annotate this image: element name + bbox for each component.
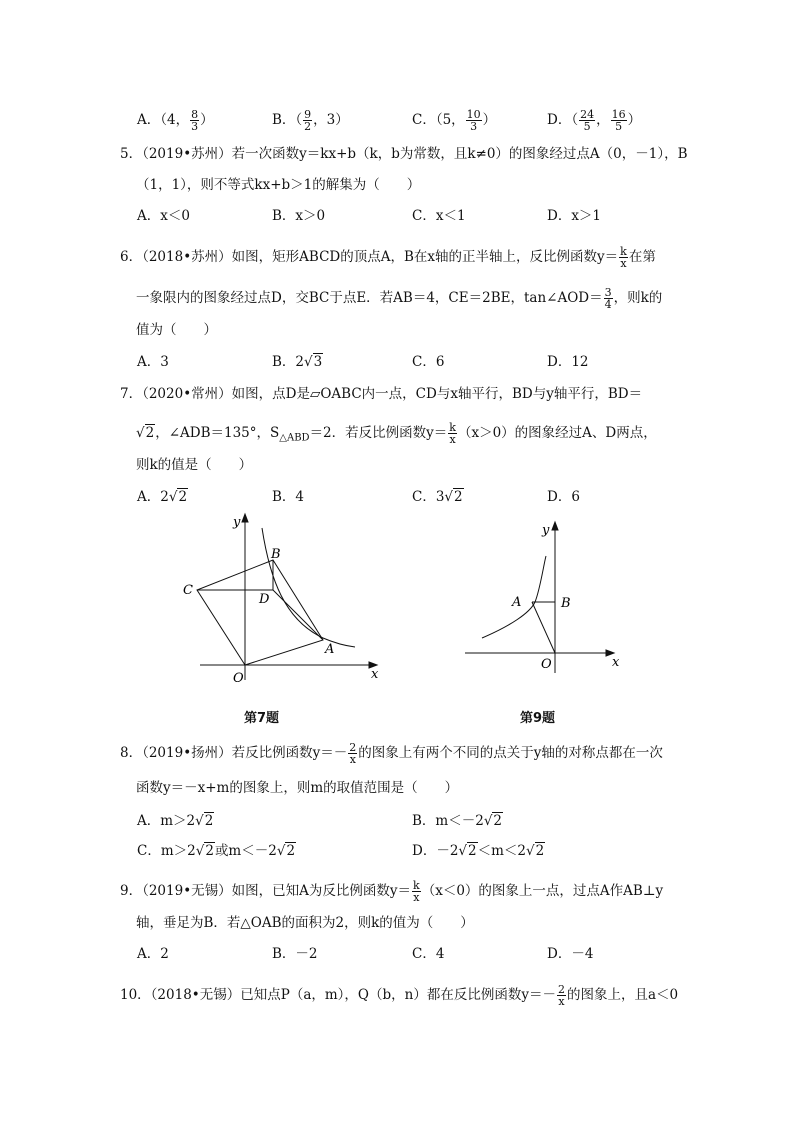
hyperbola-curve xyxy=(262,528,355,647)
fig9-label-b: B xyxy=(561,596,571,611)
fig7-label-c: C xyxy=(183,583,193,598)
q6-option-d[interactable]: D．12 xyxy=(547,354,589,370)
q8-option-c[interactable]: C．m＞2√2或m＜－2√2 xyxy=(137,843,296,859)
q4-option-d[interactable]: D．（ $\frac{24}{5}$ ， $\frac{16}{5}$ ） xyxy=(547,108,642,133)
q7-option-b[interactable]: B．4 xyxy=(272,489,305,505)
q9-option-a[interactable]: A．2 xyxy=(137,946,169,962)
q8-line-1: 8．（2019•扬州）若反比例函数y＝－ $\frac{2}{x}$ 的图象上有两个不同的点关于y轴的对称点都在一次 xyxy=(120,741,663,766)
q9-option-b[interactable]: B．－2 xyxy=(272,946,318,962)
q9-line-2: 轴，垂足为B．若△OAB的面积为2，则k的值为（ ） xyxy=(136,915,474,931)
q6-line-3: 值为（ ） xyxy=(136,322,217,338)
q7-option-a[interactable]: A．2√2 xyxy=(137,489,188,505)
parallelogram-oabc xyxy=(197,560,323,665)
q8-line-2: 函数y＝－x+m的图象上，则m的取值范围是（ ） xyxy=(136,780,459,796)
q5-option-d[interactable]: D．x＞1 xyxy=(547,208,602,224)
q6-line-1: 6．（2018•苏州）如图，矩形ABCD的顶点A，B在x轴的正半轴上，反比例函数y＝ $\frac{k}{x}$ 在第 xyxy=(120,245,656,270)
y-axis-arrow xyxy=(552,522,558,530)
q9-line-1: 9．（2019•无锡）如图，已知A为反比例函数y＝ $\frac{k}{x}$ （x＜0）的图象上一点，过点A作AB⊥y xyxy=(120,879,664,904)
fig9-label-y: y xyxy=(542,523,550,538)
q6-option-a[interactable]: A．3 xyxy=(137,354,169,370)
fraction: $\frac{8}{3}$ xyxy=(191,108,199,133)
figure-7 xyxy=(175,510,385,690)
q4-option-b[interactable]: B．（ $\frac{9}{2}$ ，3） xyxy=(272,108,349,133)
q6-option-c[interactable]: C．6 xyxy=(412,354,445,370)
q5-option-a[interactable]: A．x＜0 xyxy=(137,208,190,224)
q5-option-c[interactable]: C．x＜1 xyxy=(412,208,466,224)
fraction: $\frac{9}{2}$ xyxy=(304,108,312,133)
q5-option-b[interactable]: B．x＞0 xyxy=(272,208,326,224)
segment-da xyxy=(273,590,323,640)
q9-option-c[interactable]: C．4 xyxy=(412,946,445,962)
q7-option-d[interactable]: D．6 xyxy=(547,489,580,505)
q7-line-2: √2，∠ADB＝135°，$S_{\triangle ABD}=2$．若反比例函数y＝ $\frac{k}{x}$ （x＞0）的图象经过A、D两点， xyxy=(136,421,657,446)
q4-option-c[interactable]: C．（5， $\frac{10}{3}$ ） xyxy=(412,108,497,133)
q5-line-1: 5．（2019•苏州）若一次函数y＝kx+b（k，b为常数，且k≠0）的图象经过点A（0，－1），B xyxy=(120,146,688,162)
figure-9-caption: 第9题 xyxy=(520,711,556,726)
fig9-label-x: x xyxy=(612,655,620,670)
fig7-label-d: D xyxy=(259,592,270,607)
y-axis-arrow xyxy=(242,514,248,522)
q5-line-2: （1，1），则不等式kx+b＞1的解集为（ ） xyxy=(136,177,421,193)
q7-line-1: 7．（2020•常州）如图，点D是▱OABC内一点，CD与x轴平行，BD与y轴平行，BD＝ xyxy=(120,386,643,402)
q9-option-d[interactable]: D．－4 xyxy=(547,946,594,962)
q8-option-b[interactable]: B．m＜－2√2 xyxy=(412,813,503,829)
fraction: $\frac{k}{x}$ xyxy=(449,421,456,446)
fig7-label-y: y xyxy=(233,515,241,530)
q8-option-d[interactable]: D．－2√2＜m＜2√2 xyxy=(412,843,545,859)
fig7-label-a: A xyxy=(325,642,335,657)
fraction: $\frac{10}{3}$ xyxy=(466,108,481,133)
fig9-label-a: A xyxy=(512,595,522,610)
q6-line-2: 一象限内的图象经过点D，交BC于点E．若AB＝4，CE＝2BE，tan∠AOD＝ $\frac{3}{4}$ ，则k的 xyxy=(136,286,663,311)
q7-option-c[interactable]: C．3√2 xyxy=(412,489,463,505)
fig7-label-x: x xyxy=(371,667,379,682)
fig9-label-o: O xyxy=(541,657,552,672)
fraction: $\frac{3}{4}$ xyxy=(604,286,612,311)
q6-option-b[interactable]: B．2√3 xyxy=(272,354,323,370)
q8-option-a[interactable]: A．m＞2√2 xyxy=(137,813,214,829)
fraction: $\frac{16}{5}$ xyxy=(611,108,626,133)
fraction: $\frac{2}{x}$ xyxy=(557,983,565,1008)
fraction: $\frac{k}{x}$ xyxy=(620,245,627,270)
fig7-label-b: B xyxy=(271,547,281,562)
fraction: $\frac{k}{x}$ xyxy=(413,879,420,904)
figure-9 xyxy=(460,518,630,678)
fraction: $\frac{24}{5}$ xyxy=(580,108,595,133)
q4-option-a[interactable]: A．（4， $\frac{8}{3}$ ） xyxy=(137,108,214,133)
fig7-label-o: O xyxy=(233,671,244,686)
q7-line-3: 则k的值是（ ） xyxy=(136,457,253,473)
fraction: $\frac{2}{x}$ xyxy=(349,741,357,766)
figure-7-caption: 第7题 xyxy=(244,711,280,726)
segment-ao xyxy=(532,602,555,653)
q10-line-1: 10．（2018•无锡）已知点P（a，m），Q（b，n）都在反比例函数y＝－ $\frac{2}{x}$ 的图象上，且a＜0 xyxy=(120,983,679,1008)
